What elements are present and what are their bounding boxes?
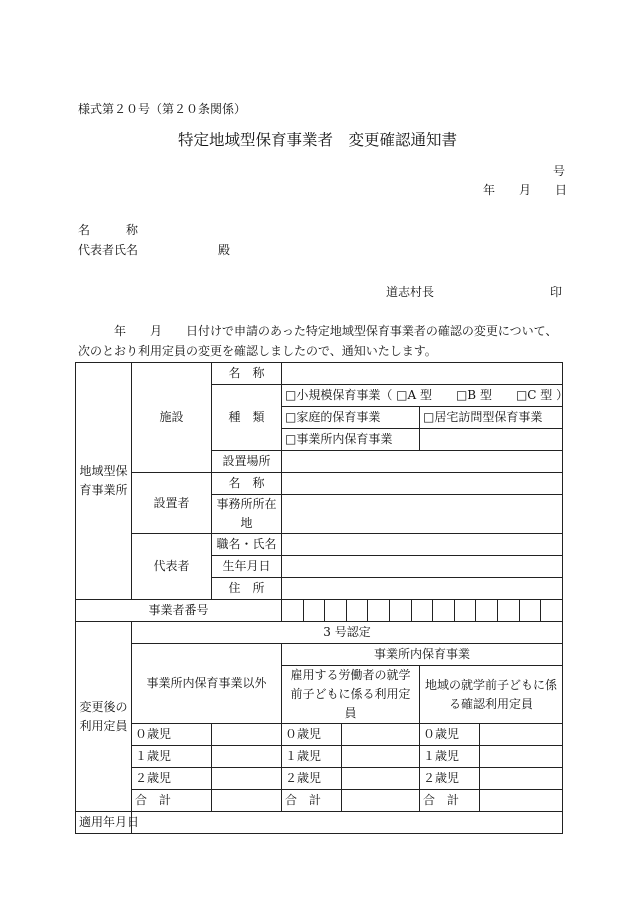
addressee-rep-label: 代表者氏名: [78, 243, 139, 257]
facility-group-label: 地域型保育事業所: [76, 363, 132, 600]
facility-name-field[interactable]: [282, 363, 563, 385]
cert3-header: 3 号認定: [132, 622, 563, 644]
age2-value[interactable]: [342, 768, 420, 790]
location-label: 設置場所: [212, 451, 282, 473]
age1-value[interactable]: [342, 746, 420, 768]
office-location-label: 事務所所在地: [212, 495, 282, 534]
age1-value[interactable]: [480, 746, 563, 768]
birthdate-field[interactable]: [282, 556, 563, 578]
form-number: 様式第２０号（第２０条関係）: [78, 102, 247, 116]
founder-name-field[interactable]: [282, 473, 563, 495]
local-children-header: 地域の就学前子どもに係る確認利用定員: [420, 666, 563, 724]
age1-label: １歳児: [282, 746, 342, 768]
age2-label: ２歳児: [420, 768, 480, 790]
title-name-field[interactable]: [282, 534, 563, 556]
form-table: [75, 362, 569, 834]
address-label: 住 所: [212, 578, 282, 600]
honorific: 殿: [218, 243, 231, 257]
office-location-field[interactable]: [282, 495, 563, 534]
title-name-label: 職名・氏名: [212, 534, 282, 556]
business-number-label: 事業者番号: [76, 600, 282, 622]
founder-label: 設置者: [132, 473, 212, 534]
age1-value[interactable]: [212, 746, 282, 768]
age1-label: １歳児: [132, 746, 212, 768]
number-label: 号: [553, 164, 566, 178]
date-label: 年 月 日: [483, 183, 568, 197]
home-visit-option[interactable]: □居宅訪問型保育事業: [420, 407, 563, 429]
age0-value[interactable]: [480, 724, 563, 746]
capacity-after-label: 変更後の利用定員: [76, 622, 132, 812]
effective-date-field[interactable]: [132, 812, 563, 834]
total-label: 合 計: [420, 790, 480, 812]
seal-mark: 印: [550, 285, 563, 299]
issuer-name: 道志村長: [386, 285, 435, 299]
age0-label: ０歳児: [282, 724, 342, 746]
total-value[interactable]: [212, 790, 282, 812]
document-title: 特定地域型保育事業者 変更確認通知書: [178, 131, 458, 149]
total-value[interactable]: [342, 790, 420, 812]
representative-label: 代表者: [132, 534, 212, 600]
name-label: 名 称: [212, 363, 282, 385]
home-option[interactable]: □家庭的保育事業: [282, 407, 420, 429]
location-field[interactable]: [282, 451, 563, 473]
empty-cell: [420, 429, 563, 451]
total-value[interactable]: [480, 790, 563, 812]
age0-value[interactable]: [212, 724, 282, 746]
age0-label: ０歳児: [420, 724, 480, 746]
small-scale-option[interactable]: □小規模保育事業（ □A 型 □B 型 □C 型 ）: [282, 385, 563, 407]
age2-value[interactable]: [212, 768, 282, 790]
body-text-line1: 年 月 日付けで申請のあった特定地域型保育事業者の確認の変更について、: [114, 324, 558, 338]
effective-date-label: 適用年月日: [76, 812, 132, 834]
address-field[interactable]: [282, 578, 563, 600]
workplace-option[interactable]: □事業所内保育事業: [282, 429, 420, 451]
founder-name-label: 名 称: [212, 473, 282, 495]
facility-label: 施設: [132, 363, 212, 473]
non-workplace-header: 事業所内保育事業以外: [132, 644, 282, 724]
age0-value[interactable]: [342, 724, 420, 746]
age2-value[interactable]: [480, 768, 563, 790]
age0-label: ０歳児: [132, 724, 212, 746]
business-number-digits[interactable]: [282, 600, 563, 622]
body-text-line2: 次のとおり利用定員の変更を確認しましたので、通知いたします。: [78, 344, 437, 358]
age2-label: ２歳児: [132, 768, 212, 790]
employee-children-header: 雇用する労働者の就学前子どもに係る利用定員: [282, 666, 420, 724]
type-label: 種 類: [212, 385, 282, 451]
age2-label: ２歳児: [282, 768, 342, 790]
workplace-header: 事業所内保育事業: [282, 644, 563, 666]
total-label: 合 計: [132, 790, 212, 812]
age1-label: １歳児: [420, 746, 480, 768]
addressee-name-label: 名 称: [78, 223, 139, 237]
birthdate-label: 生年月日: [212, 556, 282, 578]
total-label: 合 計: [282, 790, 342, 812]
